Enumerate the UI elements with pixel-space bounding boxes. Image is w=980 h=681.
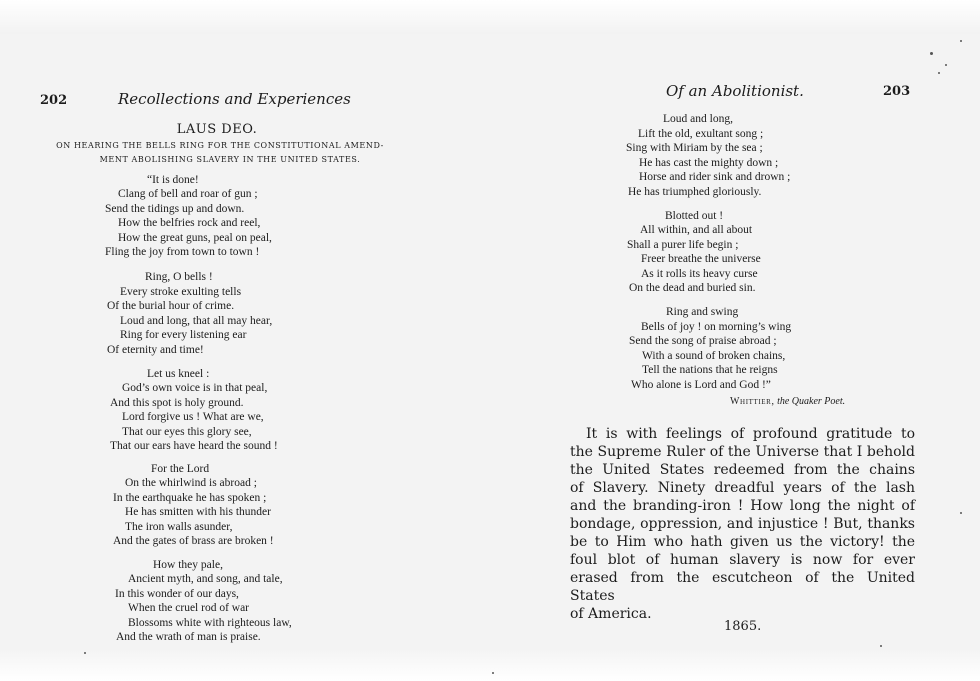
attribution-author: Whittier, (730, 396, 775, 407)
poem-line: Let us kneel : (147, 368, 210, 380)
running-head: Recollections and Experiences (118, 90, 351, 108)
scan-speck (945, 64, 947, 66)
scan-speck (84, 652, 86, 654)
prose-line: bondage, oppression, and injustice ! But, thanks (570, 516, 915, 532)
poem-line: And this spot is holy ground. (110, 397, 244, 409)
poem-line: Who alone is Lord and God !” (631, 379, 771, 391)
poem-line: Of the burial hour of crime. (107, 300, 235, 312)
scan-speck (930, 52, 933, 55)
poem-line: He has triumphed gloriously. (628, 186, 762, 198)
poem-line: When the cruel rod of war (128, 602, 250, 614)
poem-line: How the great guns, peal on peal, (118, 232, 272, 244)
poem-line: All within, and all about (640, 224, 753, 236)
poem-line: “It is done! (147, 174, 199, 186)
prose-line: and the branding-iron ! How long the night of (570, 498, 915, 514)
page-number: 203 (883, 84, 911, 99)
year: 1865. (724, 619, 762, 634)
prose-line: It is with feelings of profound gratitude to (586, 426, 915, 442)
scan-speck (880, 645, 882, 647)
poem-line: And the wrath of man is praise. (116, 631, 261, 643)
poem-line: Blossoms white with righteous law, (128, 617, 292, 629)
poem-line: Every stroke exulting tells (120, 286, 242, 298)
poem-line: How they pale, (153, 559, 223, 571)
poem-line: For the Lord (151, 463, 210, 475)
prose-line: foul blot of human slavery is now for ever (570, 552, 915, 568)
poem-line: And the gates of brass are broken ! (113, 535, 274, 547)
subtitle-line: ON HEARING THE BELLS RING FOR THE CONSTITUTIONAL AMEND- (56, 141, 384, 150)
poem-line: Lord forgive us ! What are we, (122, 411, 264, 423)
poem-line: Fling the joy from town to town ! (105, 246, 260, 258)
poem-line: Ring and swing (666, 306, 739, 318)
prose-line: the United States redeemed from the chains (570, 462, 915, 478)
prose-line: the Supreme Ruler of the Universe that I behold (570, 444, 915, 460)
attribution-title: the Quaker Poet. (777, 396, 846, 407)
prose-line: of Slavery. Ninety dreadful years of the lash (570, 480, 915, 496)
poem-line: Freer breathe the universe (641, 253, 761, 265)
poem-line: As it rolls its heavy curse (641, 268, 758, 280)
poem-line: Of eternity and time! (107, 344, 204, 356)
prose-line: be to Him who hath given us the victory! the (570, 534, 915, 550)
poem-line: He has smitten with his thunder (125, 506, 271, 518)
poem-line: Loud and long, that all may hear, (120, 315, 273, 327)
scan-speck (938, 72, 940, 74)
poem-line: Clang of bell and roar of gun ; (118, 188, 258, 200)
poem-line: In the earthquake he has spoken ; (113, 492, 267, 504)
poem-line: How the belfries rock and reel, (118, 217, 261, 229)
running-head: Of an Abolitionist. (666, 82, 804, 100)
poem-line: Loud and long, (663, 113, 733, 125)
poem-attribution (730, 396, 845, 407)
poem-line: Shall a purer life begin ; (627, 239, 739, 251)
scan-speck (960, 512, 962, 514)
poem-line: That our eyes this glory see, (122, 426, 252, 438)
poem-line: Sing with Miriam by the sea ; (626, 142, 763, 154)
poem-line: Ancient myth, and song, and tale, (128, 573, 283, 585)
poem-line: On the whirlwind is abroad ; (125, 477, 257, 489)
poem-line: The iron walls asunder, (125, 521, 233, 533)
poem-line: Bells of joy ! on morning’s wing (641, 321, 792, 333)
poem-line: On the dead and buried sin. (629, 282, 756, 294)
poem-line: With a sound of broken chains, (642, 350, 786, 362)
prose-line: of America. (570, 606, 652, 622)
poem-line: Blotted out ! (665, 210, 724, 222)
poem-line: Send the tidings up and down. (105, 203, 245, 215)
poem-line: Send the song of praise abroad ; (629, 335, 777, 347)
prose-line: erased from the escutcheon of the United States (570, 570, 915, 604)
poem-line: Lift the old, exultant song ; (638, 128, 764, 140)
poem-subtitle (40, 139, 400, 167)
poem-line: Ring for every listening ear (120, 329, 247, 341)
page-number: 202 (40, 93, 68, 108)
poem-line: That our ears have heard the sound ! (110, 440, 278, 452)
poem-line: In this wonder of our days, (115, 588, 239, 600)
poem-line: He has cast the mighty down ; (639, 157, 779, 169)
poem-line: Horse and rider sink and drown ; (639, 171, 791, 183)
poem-title: LAUS DEO. (176, 122, 258, 137)
poem-line: Ring, O bells ! (145, 271, 213, 283)
subtitle-line: MENT ABOLISHING SLAVERY IN THE UNITED STATES. (99, 155, 361, 164)
prose-paragraph (570, 425, 915, 623)
poem-line: God’s own voice is in that peal, (122, 382, 268, 394)
scan-speck (960, 40, 962, 42)
scan-speck (492, 672, 494, 674)
poem-line: Tell the nations that he reigns (642, 364, 778, 376)
